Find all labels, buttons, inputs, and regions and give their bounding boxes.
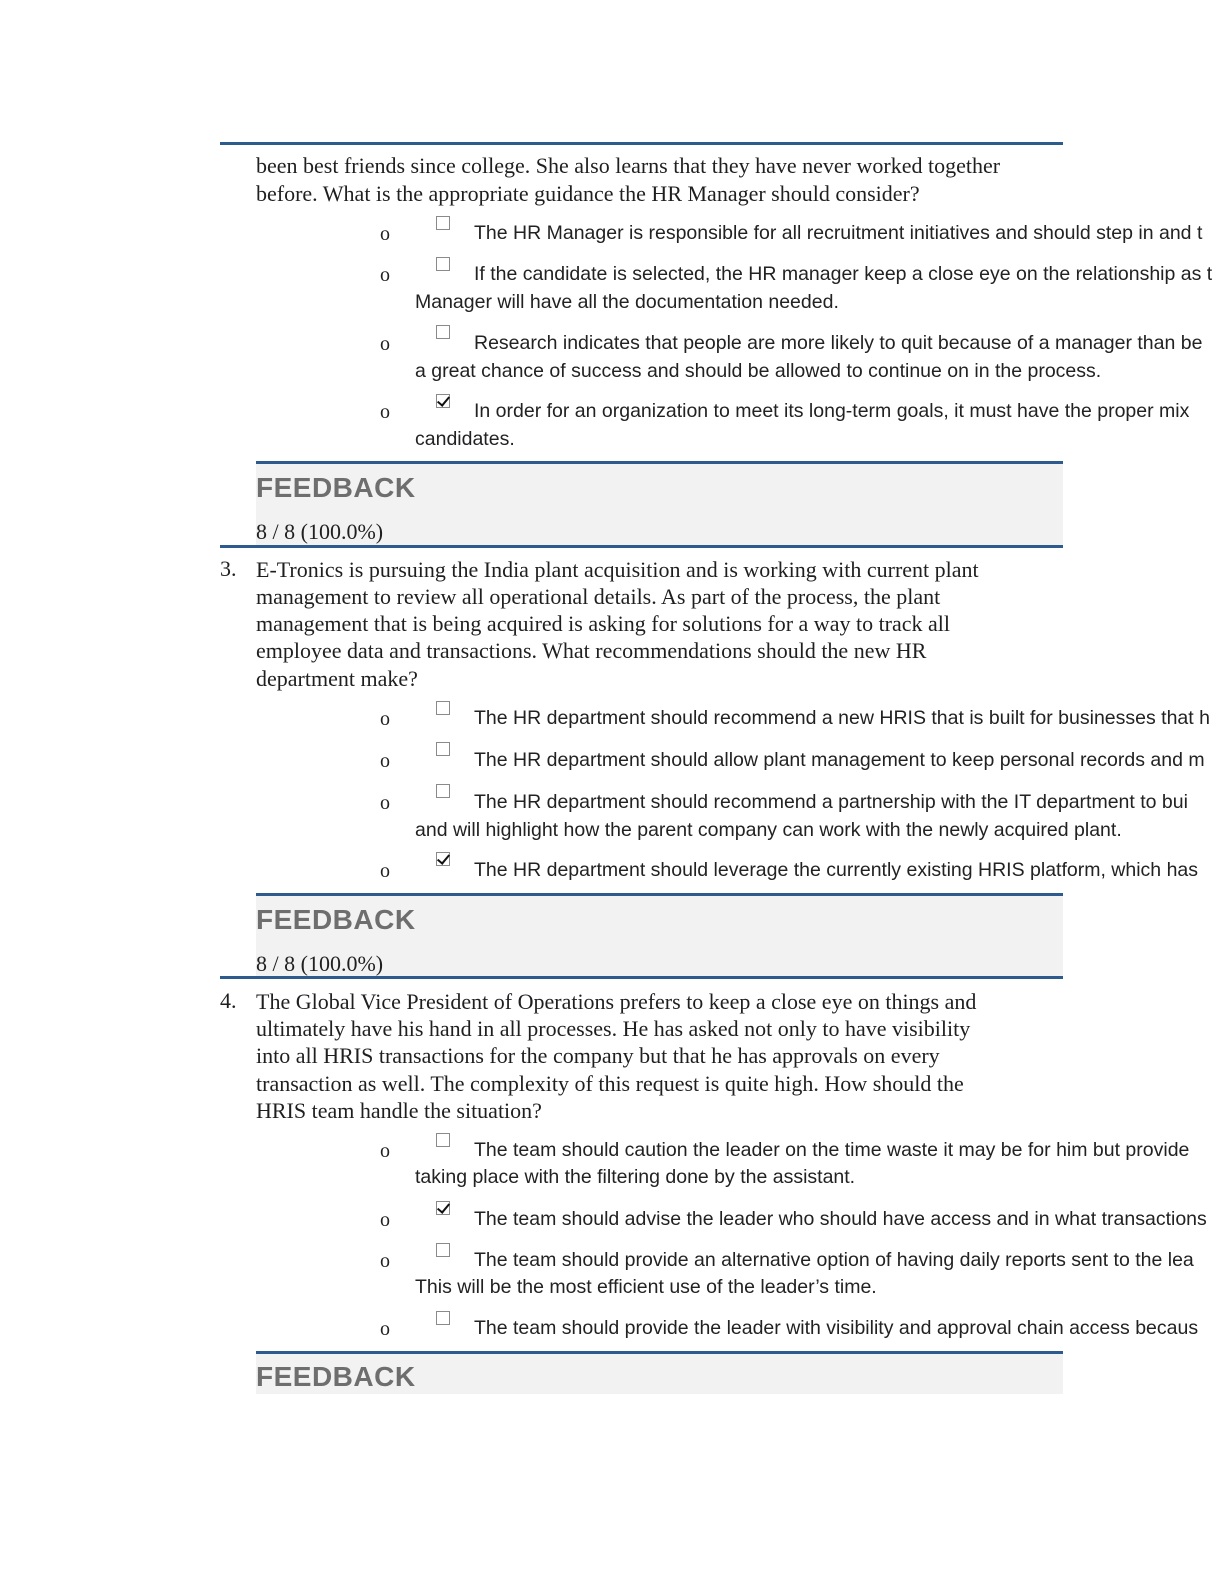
answer-text: The HR department should allow plant management to keep personal records and m: [474, 749, 1205, 771]
score-text: 8 / 8 (100.0%): [256, 951, 384, 976]
question-text-line: HRIS team handle the situation?: [256, 1098, 542, 1123]
score-text: 8 / 8 (100.0%): [256, 519, 384, 544]
answer-checkbox[interactable]: [436, 1243, 450, 1257]
answer-text-continued: and will highlight how the parent company can work with the newly acquired plant.: [415, 819, 1122, 841]
question-number: 4.: [220, 988, 237, 1013]
question-text-line: before. What is the appropriate guidance the HR Manager should consider?: [256, 181, 920, 206]
question-text-line: transaction as well. The complexity of this request is quite high. How should the: [256, 1071, 964, 1096]
answer-text: In order for an organization to meet its long-term goals, it must have the proper mix: [474, 400, 1190, 422]
answer-checkbox-checked[interactable]: [436, 852, 450, 866]
answer-text: The team should provide an alternative option of having daily reports sent to the lea: [474, 1249, 1194, 1271]
section-divider: [220, 976, 1063, 979]
answer-checkbox[interactable]: [436, 742, 450, 756]
answer-checkbox[interactable]: [436, 216, 450, 230]
section-divider: [220, 545, 1063, 548]
answer-text-continued: Manager will have all the documentation needed.: [415, 291, 839, 313]
bullet: o: [380, 264, 390, 286]
answer-checkbox[interactable]: [436, 1311, 450, 1325]
question-text-line: into all HRIS transactions for the company but that he has approvals on every: [256, 1043, 940, 1068]
bullet: o: [380, 860, 390, 882]
answer-checkbox[interactable]: [436, 1133, 450, 1147]
answer-text-continued: a great chance of success and should be allowed to continue on in the process.: [415, 360, 1102, 382]
answer-checkbox[interactable]: [436, 784, 450, 798]
question-text-line: been best friends since college. She also learns that they have never worked together: [256, 153, 1001, 178]
answer-text-continued: candidates.: [415, 428, 515, 450]
question-text-line: department make?: [256, 666, 418, 691]
bullet: o: [380, 1209, 390, 1231]
answer-checkbox[interactable]: [436, 325, 450, 339]
question-text-line: The Global Vice President of Operations prefers to keep a close eye on things and: [256, 989, 977, 1014]
question-number: 3.: [220, 556, 237, 581]
answer-text: The HR department should recommend a new HRIS that is built for businesses that h: [474, 707, 1210, 729]
answer-checkbox-checked[interactable]: [436, 1201, 450, 1215]
bullet: o: [380, 1140, 390, 1162]
question-text-line: employee data and transactions. What recommendations should the new HR: [256, 638, 927, 663]
question-text-line: management to review all operational details. As part of the process, the plant: [256, 584, 941, 609]
answer-text: The team should advise the leader who should have access and in what transactions: [474, 1208, 1207, 1230]
feedback-title: FEEDBACK: [256, 904, 416, 935]
answer-text-continued: taking place with the filtering done by the assistant.: [415, 1166, 856, 1188]
bullet: o: [380, 223, 390, 245]
question-text-line: management that is being acquired is asking for solutions for a way to track all: [256, 611, 951, 636]
answer-checkbox[interactable]: [436, 701, 450, 715]
bullet: o: [380, 401, 390, 423]
bullet: o: [380, 708, 390, 730]
answer-text-continued: This will be the most efficient use of the leader’s time.: [415, 1276, 877, 1298]
answer-text: The team should provide the leader with visibility and approval chain access becaus: [474, 1317, 1199, 1339]
answer-text: Research indicates that people are more likely to quit because of a manager than be: [474, 332, 1203, 354]
answer-text: The HR department should leverage the currently existing HRIS platform, which has: [474, 859, 1199, 881]
bullet: o: [380, 750, 390, 772]
feedback-title: FEEDBACK: [256, 1361, 416, 1392]
answer-text: The HR Manager is responsible for all recruitment initiatives and should step in and t: [474, 222, 1203, 244]
question-text-line: ultimately have his hand in all processes. He has asked not only to have visibility: [256, 1016, 971, 1041]
question-text-line: E-Tronics is pursuing the India plant acquisition and is working with current plant: [256, 557, 979, 582]
answer-text: The team should caution the leader on the time waste it may be for him but provide: [474, 1139, 1190, 1161]
answer-text: If the candidate is selected, the HR manager keep a close eye on the relationship as t: [474, 263, 1213, 285]
section-divider: [220, 142, 1063, 145]
bullet: o: [380, 1250, 390, 1272]
bullet: o: [380, 333, 390, 355]
answer-text: The HR department should recommend a partnership with the IT department to bui: [474, 791, 1188, 813]
bullet: o: [380, 1318, 390, 1340]
bullet: o: [380, 792, 390, 814]
answer-checkbox-checked[interactable]: [436, 394, 450, 408]
answer-checkbox[interactable]: [436, 257, 450, 271]
feedback-title: FEEDBACK: [256, 472, 416, 503]
